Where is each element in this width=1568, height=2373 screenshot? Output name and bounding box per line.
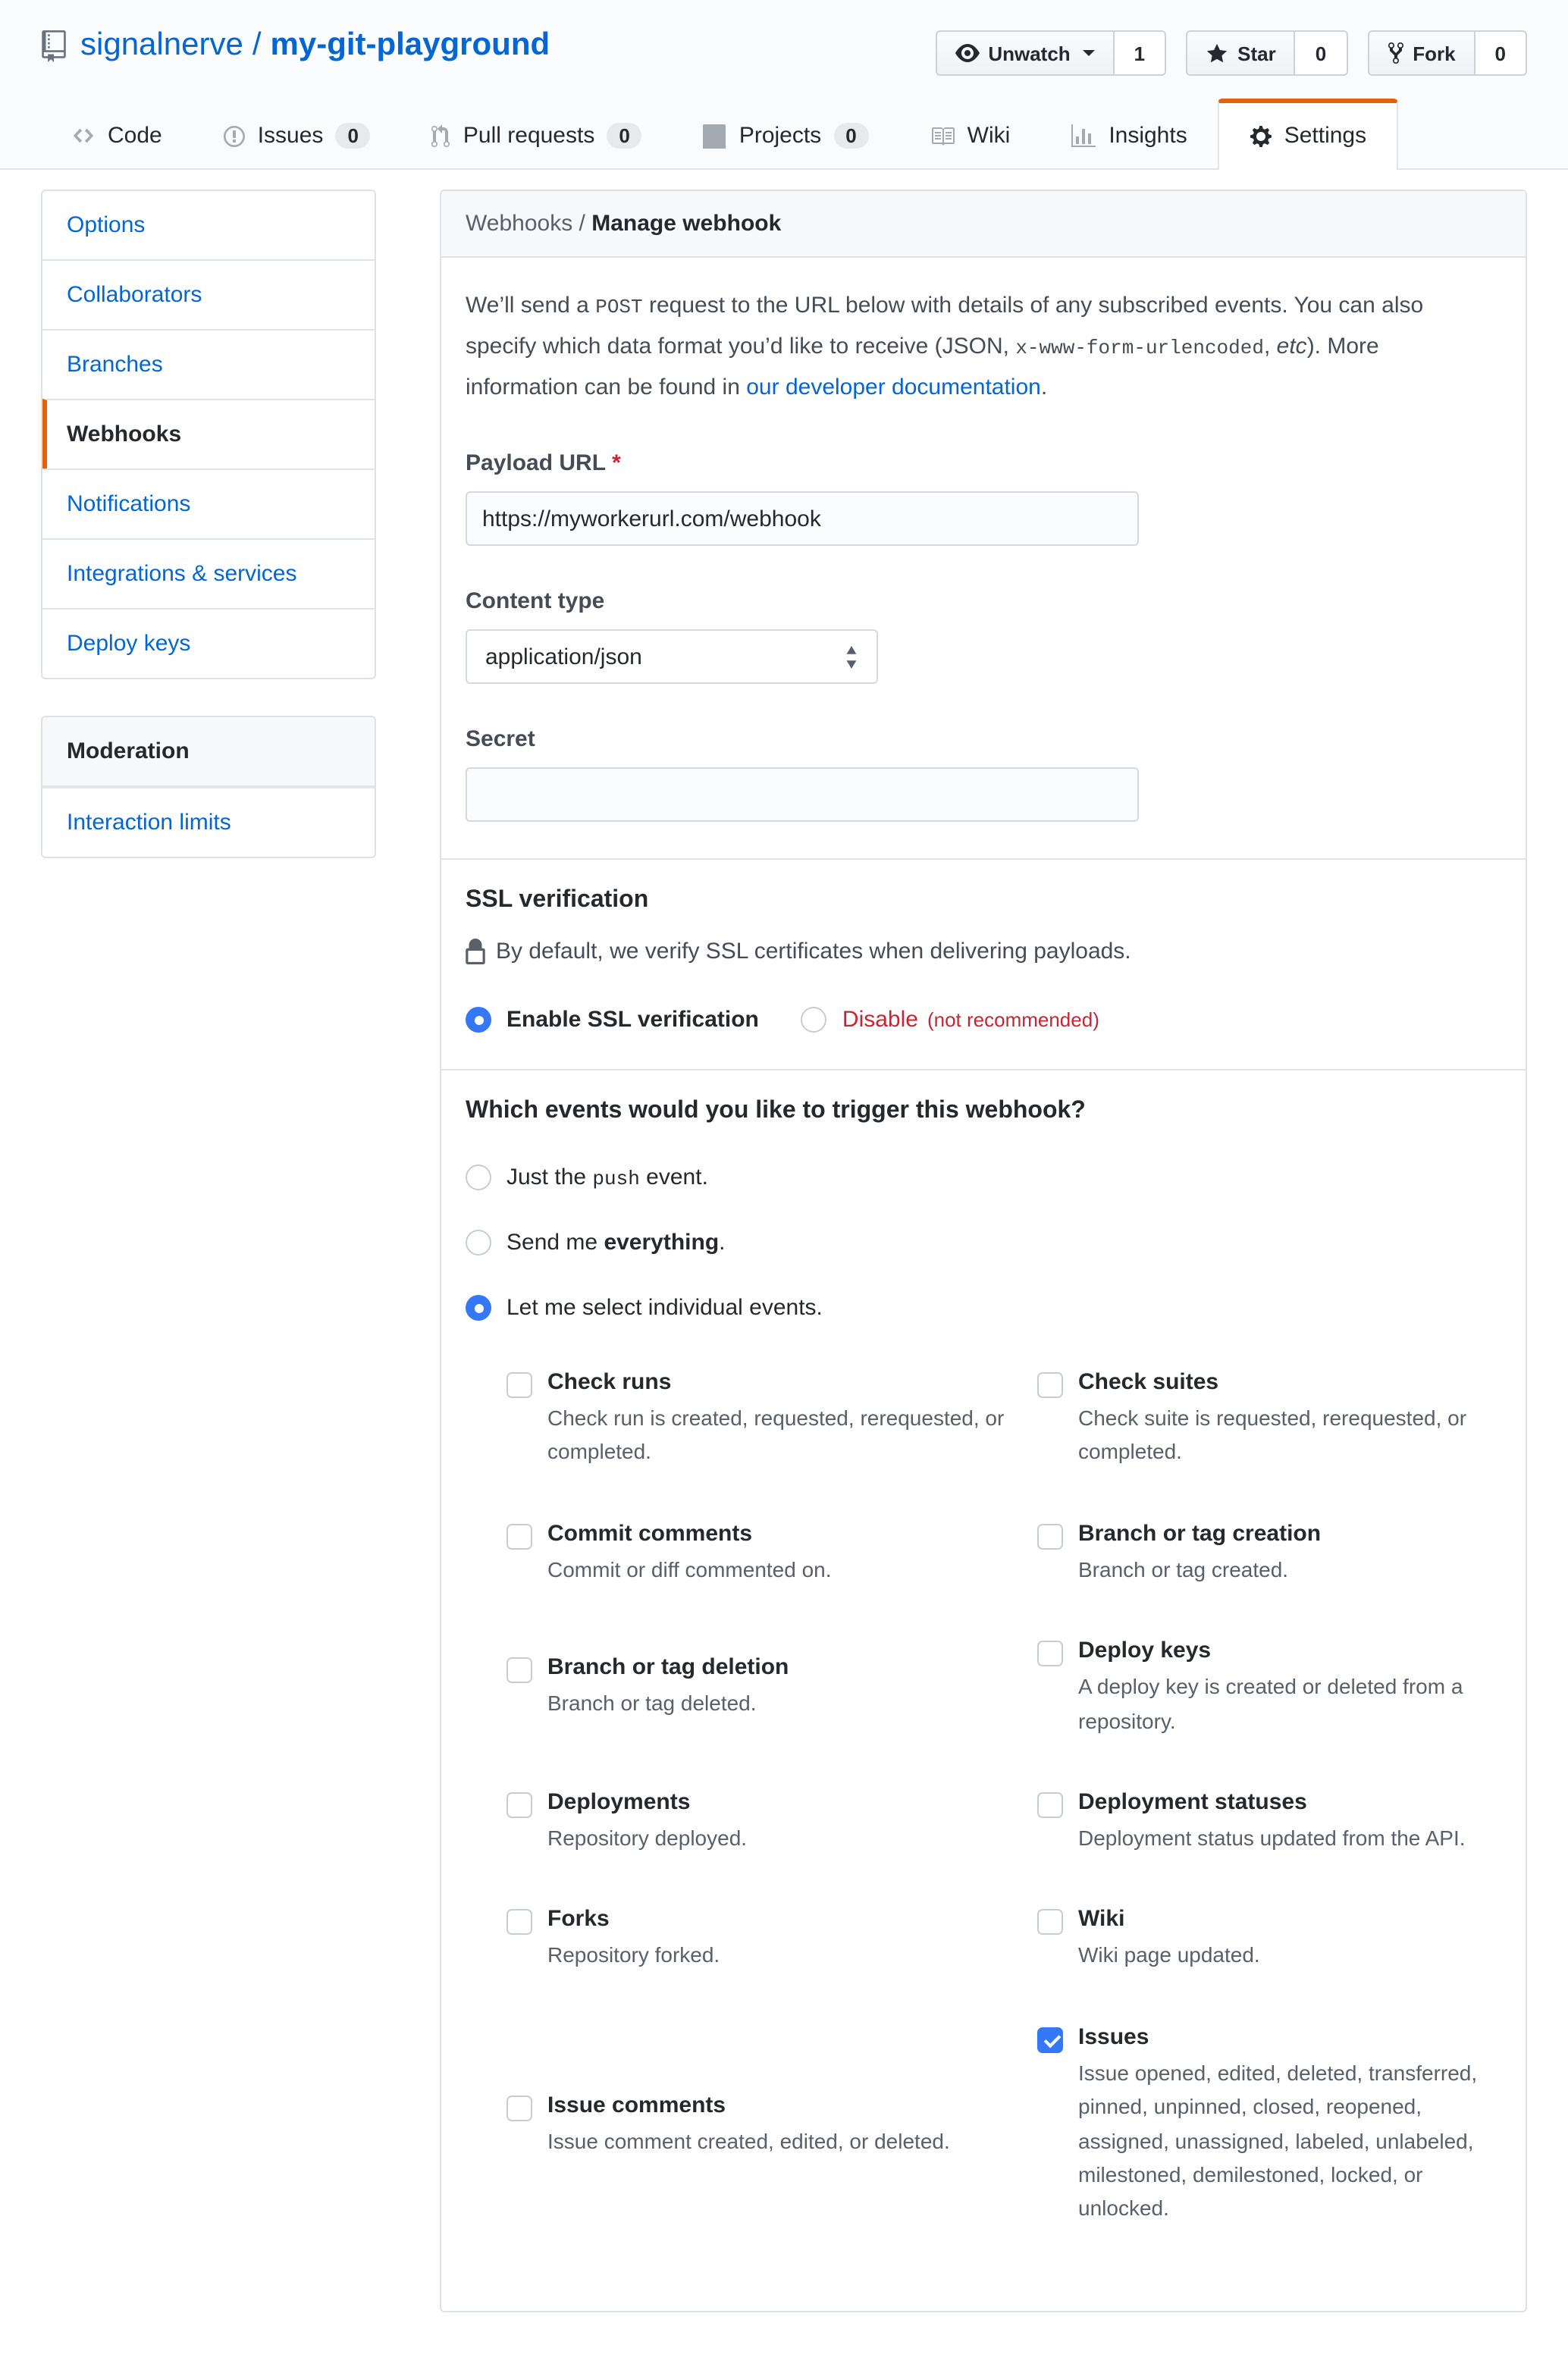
tab-settings[interactable] [1218, 99, 1398, 170]
content-type-select[interactable] [466, 629, 878, 684]
everything-bold: everything [604, 1230, 720, 1255]
tab-issues[interactable] [193, 99, 401, 168]
enable-ssl-radio[interactable] [466, 1007, 491, 1033]
wiki-checkbox[interactable] [1037, 1910, 1063, 1936]
event-issue-comments [506, 2092, 1037, 2158]
sidebar-item-deploy-keys[interactable]: Deploy keys [42, 608, 375, 678]
issue-comments-checkbox[interactable] [506, 2095, 532, 2121]
event-row [506, 1789, 1501, 1855]
page-title: Manage webhook [591, 211, 782, 237]
tab-projects-label: Projects [739, 123, 822, 149]
event-check-runs [506, 1369, 1037, 1469]
event-row [506, 1521, 1501, 1587]
event-forks [506, 1907, 1037, 1973]
tab-wiki-label: Wiki [967, 123, 1011, 149]
issue-comments-desc: Issue comment created, edited, or deleted. [547, 2128, 950, 2153]
issues-label: Issues [1078, 2023, 1149, 2050]
event-check-suites [1037, 1369, 1501, 1469]
forks-desc: Repository forked. [547, 1942, 720, 1967]
individual-events-label: Let me select individual events. [506, 1295, 823, 1321]
event-branch-tag-creation [1037, 1521, 1501, 1587]
content-type-group [466, 588, 1501, 684]
event-commit-comments [506, 1521, 1037, 1587]
repo-separator: / [252, 27, 262, 62]
sidebar-item-branches[interactable]: Branches [42, 329, 375, 399]
intro-text-5: . [1040, 375, 1048, 400]
tab-insights-label: Insights [1109, 123, 1187, 149]
intro-text-4: ). More information can be found in [466, 334, 1379, 400]
check-suites-checkbox[interactable] [1037, 1372, 1063, 1398]
unwatch-label: Unwatch [988, 42, 1071, 64]
projects-count-badge: 0 [833, 123, 868, 149]
payload-url-input[interactable] [466, 491, 1139, 546]
secret-input[interactable] [466, 767, 1139, 822]
sidebar-item-integrations[interactable]: Integrations & services [42, 538, 375, 608]
deploy-keys-desc: A deploy key is created or deleted from a repository. [1078, 1674, 1463, 1733]
tab-pull-requests-label: Pull requests [463, 123, 595, 149]
deployment-statuses-checkbox[interactable] [1037, 1792, 1063, 1818]
webhook-intro [466, 285, 1466, 408]
event-deploy-keys [1037, 1638, 1501, 1738]
watch-count[interactable]: 1 [1115, 30, 1166, 76]
just-push-text-2: event. [639, 1165, 708, 1190]
event-wiki [1037, 1907, 1501, 1973]
forks-label: Forks [547, 1906, 610, 1933]
secret-group [466, 726, 1501, 822]
ssl-note [466, 939, 1501, 964]
lock-icon [466, 939, 485, 964]
required-asterisk: * [612, 450, 621, 476]
check-suites-desc: Check suite is requested, rerequested, or completed. [1078, 1406, 1467, 1464]
events-section [441, 1069, 1526, 2262]
caret-down-icon [1083, 50, 1095, 56]
disable-ssl-option[interactable] [801, 1007, 1099, 1033]
tab-code-label: Code [108, 123, 162, 149]
intro-text: We’ll send a [466, 293, 596, 318]
check-suites-label: Check suites [1078, 1369, 1219, 1395]
ssl-section [441, 858, 1526, 1069]
sidebar-item-notifications[interactable]: Notifications [42, 469, 375, 538]
repo-nav [41, 99, 1527, 168]
commit-comments-checkbox[interactable] [506, 1524, 532, 1550]
send-everything-option[interactable] [466, 1230, 1501, 1255]
star-group [1186, 30, 1347, 76]
ssl-radio-group [466, 1007, 1501, 1033]
book-icon [930, 124, 955, 148]
push-code: push [592, 1168, 640, 1190]
intro-text-2: request to the URL below with details of any subscribed events. You can also specify which data format you’d like to receive (JSON, [466, 293, 1424, 359]
unwatch-button[interactable] [935, 30, 1114, 76]
repo-actions [935, 27, 1527, 76]
tab-issues-label: Issues [257, 123, 324, 149]
sidebar-item-webhooks[interactable]: Webhooks [42, 399, 375, 469]
code-icon [71, 124, 96, 147]
deploy-keys-checkbox[interactable] [1037, 1641, 1063, 1666]
sidebar-item-options[interactable]: Options [67, 212, 146, 238]
tab-projects[interactable] [673, 99, 899, 168]
deploy-keys-label: Deploy keys [1078, 1638, 1212, 1664]
event-deployments [506, 1789, 1037, 1855]
check-runs-label: Check runs [547, 1369, 672, 1395]
tab-wiki[interactable] [899, 99, 1041, 168]
repo-title [41, 27, 550, 64]
check-runs-checkbox[interactable] [506, 1372, 532, 1398]
moderation-menu [41, 716, 376, 858]
tab-settings-label: Settings [1284, 123, 1367, 149]
disable-ssl-radio[interactable] [801, 1007, 827, 1033]
star-count[interactable]: 0 [1296, 30, 1347, 76]
payload-url-label-text: Payload URL [466, 450, 607, 476]
deployments-desc: Repository deployed. [547, 1825, 748, 1850]
ssl-heading: SSL verification [466, 887, 649, 913]
branch-tag-deletion-desc: Branch or tag deleted. [547, 1691, 757, 1716]
branch-tag-creation-desc: Branch or tag created. [1078, 1556, 1289, 1581]
individual-events-radio[interactable] [466, 1295, 491, 1321]
webhook-form-section [441, 258, 1526, 858]
settings-menu [41, 190, 376, 679]
deployment-statuses-label: Deployment statuses [1078, 1788, 1307, 1815]
content-type-value: application/json [485, 644, 642, 669]
repo-header [0, 0, 1568, 170]
event-branch-tag-deletion [506, 1655, 1037, 1721]
pull-request-icon [431, 124, 451, 148]
wiki-desc: Wiki page updated. [1078, 1942, 1260, 1967]
issue-icon [223, 124, 246, 148]
fork-icon [1387, 41, 1403, 65]
event-issues [1037, 2023, 1501, 2225]
gear-icon [1250, 124, 1272, 148]
events-grid [506, 1369, 1501, 2225]
ssl-note-text: By default, we verify SSL certificates when delivering payloads. [496, 939, 1131, 964]
commit-comments-desc: Commit or diff commented on. [547, 1556, 832, 1581]
secret-label: Secret [466, 726, 535, 752]
repo-icon [41, 30, 67, 61]
send-everything-label [506, 1230, 726, 1255]
send-everything-radio[interactable] [466, 1230, 491, 1255]
just-push-text-1: Just the [506, 1165, 593, 1190]
wiki-label: Wiki [1078, 1906, 1125, 1933]
etc-emphasis: etc [1276, 334, 1307, 359]
sidebar-item-collaborators[interactable]: Collaborators [42, 259, 375, 329]
deployments-label: Deployments [547, 1788, 691, 1815]
issues-checkbox[interactable] [1037, 2027, 1063, 2052]
issue-comments-label: Issue comments [547, 2092, 726, 2118]
branch-tag-creation-checkbox[interactable] [1037, 1524, 1063, 1550]
event-row [506, 1638, 1501, 1738]
enable-ssl-option[interactable] [466, 1007, 759, 1033]
disable-ssl-note: (not recommended) [927, 1008, 1099, 1031]
repo-owner-link[interactable]: signalnerve [80, 27, 243, 62]
just-push-radio[interactable] [466, 1165, 491, 1190]
branch-tag-creation-label: Branch or tag creation [1078, 1520, 1322, 1547]
webhook-panel [440, 190, 1527, 2312]
deployment-statuses-desc: Deployment status updated from the API. [1078, 1825, 1466, 1850]
star-icon [1206, 42, 1228, 64]
individual-events-option[interactable] [466, 1295, 1501, 1321]
fork-button[interactable] [1367, 30, 1475, 76]
pull-requests-count-badge: 0 [607, 123, 641, 149]
repo-name-link[interactable]: my-git-playground [270, 27, 550, 62]
star-button[interactable] [1186, 30, 1296, 76]
tab-pull-requests[interactable] [401, 99, 673, 168]
sidebar-item-interaction-limits[interactable]: Interaction limits [42, 787, 375, 857]
events-heading: Which events would you like to trigger this webhook? [466, 1098, 1086, 1124]
settings-sidebar [41, 190, 376, 2312]
issues-desc: Issue opened, edited, deleted, transferred, pinned, unpinned, closed, reopened, assigned, unassigned, labeled, unlabeled, milestoned, demilestoned, locked, or unlocked. [1078, 2060, 1478, 2221]
watch-group [935, 30, 1166, 76]
branch-tag-deletion-checkbox[interactable] [506, 1658, 532, 1684]
event-row [506, 2023, 1501, 2225]
fork-label: Fork [1413, 42, 1456, 64]
project-icon [703, 124, 727, 148]
event-row [506, 1907, 1501, 1973]
event-deployment-statuses [1037, 1789, 1501, 1855]
breadcrumb-separator: / [572, 211, 592, 237]
moderation-header: Moderation [42, 717, 375, 787]
star-label: Star [1237, 42, 1276, 64]
payload-url-group [466, 450, 1501, 546]
enable-ssl-label: Enable SSL verification [506, 1007, 759, 1033]
forks-checkbox[interactable] [506, 1910, 532, 1936]
select-caret-icon [845, 645, 858, 668]
eye-icon [955, 41, 979, 65]
payload-url-label [466, 450, 1501, 476]
deployments-checkbox[interactable] [506, 1792, 532, 1818]
breadcrumb [441, 191, 1526, 258]
commit-comments-label: Commit comments [547, 1520, 753, 1547]
branch-tag-deletion-label: Branch or tag deletion [547, 1654, 789, 1681]
just-push-option[interactable] [466, 1165, 1501, 1190]
disable-ssl-label: Disable [842, 1007, 918, 1033]
fork-group [1367, 30, 1527, 76]
just-push-label [506, 1165, 708, 1190]
urlencoded-code: x-www-form-urlencoded [1015, 337, 1264, 359]
fork-count[interactable]: 0 [1475, 30, 1527, 76]
intro-text-3: , [1263, 334, 1277, 359]
breadcrumb-webhooks-link[interactable]: Webhooks [466, 211, 573, 237]
event-row [506, 1369, 1501, 1469]
issues-count-badge: 0 [335, 123, 370, 149]
send-everything-text-1: Send me [506, 1230, 604, 1255]
send-everything-text-2: . [719, 1230, 726, 1255]
tab-code[interactable] [41, 99, 193, 168]
tab-insights[interactable] [1040, 99, 1217, 168]
main-content [440, 190, 1527, 2312]
post-code: POST [595, 296, 643, 318]
developer-docs-link[interactable]: our developer documentation [746, 375, 1041, 400]
content-type-label: Content type [466, 588, 605, 614]
check-runs-desc: Check run is created, requested, rerequested, or completed. [547, 1406, 1005, 1464]
graph-icon [1071, 124, 1096, 148]
